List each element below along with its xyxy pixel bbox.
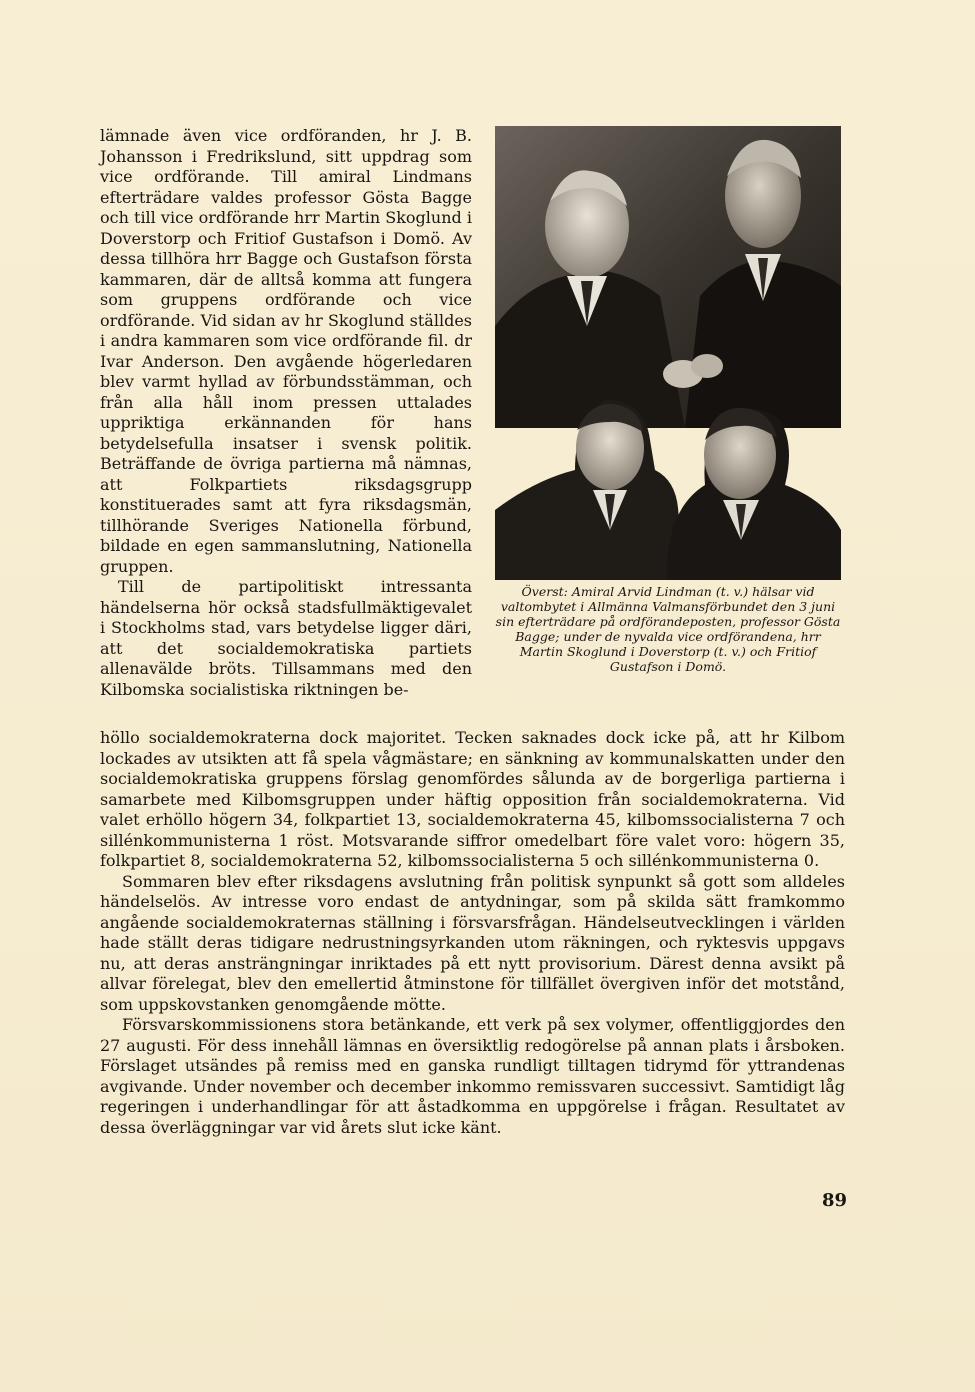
- page-number: 89: [822, 1190, 848, 1211]
- photo-skoglund-gustafson-image: [495, 400, 841, 580]
- photo-lindman-bagge-image: [495, 126, 841, 428]
- main-text: [100, 728, 845, 1138]
- paragraph: lämnade även vice ordföranden, hr J. B. Johansson i Fredrikslund, sitt uppdrag som vice ordförande. Till amiral Lindmans efterträdare valdes professor Gösta Bagge och till vice ordförande hrr Martin Skoglund i Doverstorp och Fritiof Gustafson i Domö. Av dessa tillhöra hrr Bagge och Gustafson första kammaren, där de alltså komma att fungera som gruppens ordförande och vice ordförande. Vid sidan av hr Skoglund ställdes i andra kammaren som vice ordförande fil. dr Ivar Anderson. Den avgående högerledaren blev varmt hyllad av förbundsstämman, och från alla håll inom pressen uttalades uppriktiga erkännanden för hans betydelsefulla insatser i svensk politik. Beträffande de övriga partierna må nämnas, att Folkpartiets riksdagsgrupp konstituerades samt att fyra riksdagsmän, tillhörande Sveriges Nationella förbund, bildade en egen sammanslutning, Nationella gruppen.: [100, 126, 472, 576]
- photo-caption: Överst: Amiral Arvid Lindman (t. v.) hälsar vid valtombytet i Allmänna Valmansförbundet den 3 juni sin efterträdare på ordförandeposten, professor Gösta Bagge; under de nyvalda vice ordförandena, hrr Martin Skoglund i Doverstorp (t. v.) och Fritiof Gustafson i Domö.: [495, 584, 841, 674]
- left-column-text: [100, 126, 472, 700]
- paragraph: Försvarskommissionens stora betänkande, ett verk på sex volymer, offentliggjordes den 27 augusti. För dess innehåll lämnas en översiktlig redogörelse på annan plats i årsboken. Förslaget utsändes på remiss med en ganska rundligt tilltagen tidrymd för yttrandenas avgivande. Under november och december inkommo remissvaren successivt. Samtidigt låg regeringen i underhandlingar för att åstadkomma en uppgörelse i frågan. Resultatet av dessa överläggningar var vid årets slut icke känt.: [100, 1015, 845, 1137]
- paragraph: höllo socialdemokraterna dock majoritet. Tecken saknades dock icke på, att hr Kilbom lockades av utsikten att få spela vågmästare; en sänkning av kommunalskatten under den socialdemokratiska gruppens förslag genomfördes sålunda av de borgerliga partierna i samarbete med Kilbomsgruppen under häftig opposition från socialdemokraterna. Vid valet erhöllo högern 34, folkpartiet 13, socialdemokraterna 45, kilbomssocialisterna 7 och sillénkommunisterna 1 röst. Motsvarande siffror omedelbart före valet voro: högern 35, folkpartiet 8, socialdemokraterna 52, kilbomssocialisterna 5 och sillénkommunisterna 0.: [100, 728, 845, 870]
- paragraph: Till de partipolitiskt intressanta händelserna hör också stadsfullmäktigevalet i Stockholms stad, vars betydelse ligger däri, att det socialdemokratiska partiets allenavälde bröts. Tillsammans med den Kilbomska socialistiska riktningen be-: [100, 577, 472, 699]
- paragraph: Sommaren blev efter riksdagens avslutning från politisk synpunkt så gott som alldeles händelselös. Av intresse voro endast de antydningar, som på skilda sätt framkommo angående socialdemokraternas ställning i försvarsfrågan. Händelseutvecklingen i världen hade ställt deras tidigare nedrustningsyrkanden utom räkningen, och ryktesvis uppgavs nu, att deras ansträngningar inriktades på ett nytt provisorium. Därest denna avsikt på allvar förelegat, blev den emellertid åtminstone för tillfället övergiven inför det motstånd, som uppskovstanken genomgående mötte.: [100, 871, 845, 1014]
- photo-lindman-bagge: [495, 126, 841, 428]
- photo-skoglund-gustafson: [495, 400, 841, 580]
